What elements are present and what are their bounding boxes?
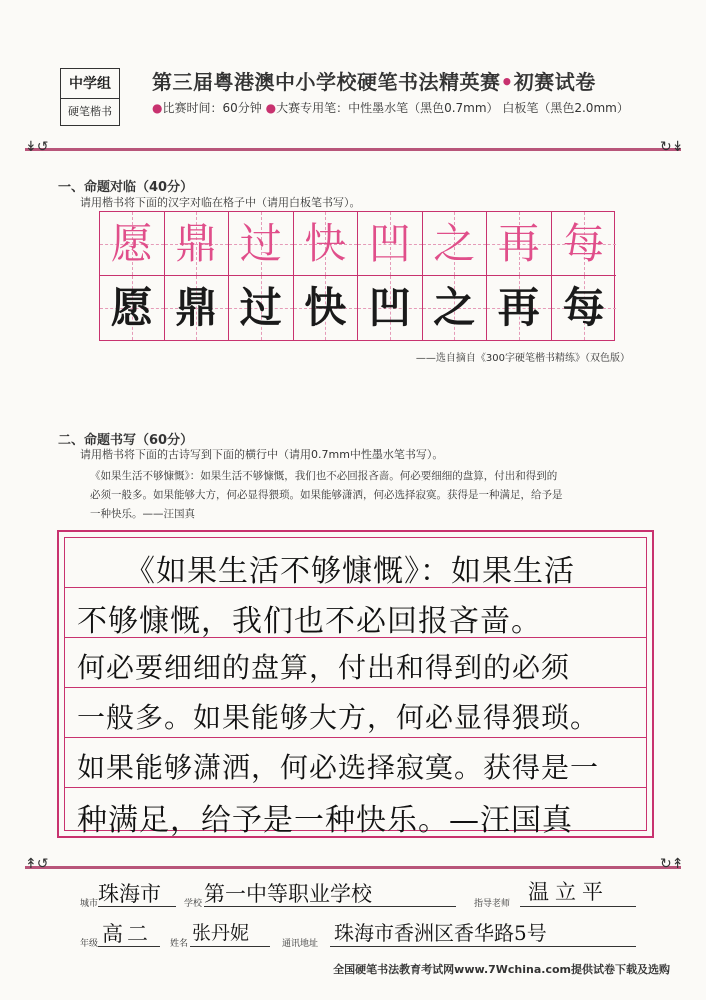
address-underline (330, 946, 636, 947)
grid-cell (423, 212, 488, 276)
copied-char: 过 (239, 283, 282, 332)
bullet-icon: ● (152, 101, 163, 115)
poem-text (90, 467, 660, 524)
grid-cell (229, 212, 294, 276)
grid-cell (487, 276, 552, 340)
grid-cell (229, 276, 294, 340)
name-label: 姓名 (170, 939, 189, 949)
model-char: 愿 (110, 219, 153, 268)
group-label: 中学组 (61, 69, 119, 99)
divider-ornament-icon: ↻↡ (660, 139, 684, 155)
name-underline (190, 946, 270, 947)
exam-time: 比赛时间：60分钟 (162, 101, 262, 115)
school-label: 学校 (184, 899, 203, 909)
exam-pens: 大赛专用笔：中性墨水笔（黑色0.7mm） 白板笔（黑色2.0mm） (276, 101, 629, 115)
copied-char: 每 (562, 283, 605, 332)
writing-box (57, 530, 654, 838)
teacher-underline (520, 906, 636, 907)
section1-title: 一、命题对临（40分） (58, 180, 194, 195)
grid-cell (423, 276, 488, 340)
copy-grid (99, 211, 615, 341)
ruled-line (65, 787, 646, 788)
divider-ornament-icon: ↟↺ (25, 856, 49, 872)
teacher-value: 温立平 (528, 880, 609, 904)
copied-char: 再 (497, 283, 540, 332)
city-label: 城市 (80, 899, 99, 909)
ruled-line (65, 687, 646, 688)
title-dot: • (500, 70, 514, 94)
handwritten-line: 何必要细细的盘算，付出和得到的必须 (77, 651, 571, 684)
address-value: 珠海市香洲区香华路5号 (334, 921, 547, 945)
grid-cell (100, 276, 165, 340)
name-value: 张丹妮 (192, 922, 250, 944)
grade-label: 年级 (80, 939, 99, 949)
grid-cell (165, 276, 230, 340)
grid-cell (100, 212, 165, 276)
model-char: 快 (304, 219, 347, 268)
handwritten-line: 一般多。如果能够大方，何必显得猥琐。 (77, 701, 600, 734)
copied-char: 愿 (110, 283, 153, 332)
model-char: 鼎 (175, 219, 218, 268)
website-note: 全国硬笔书法教育考试网www.7Wchina.com提供试卷下载及选购 (333, 963, 670, 976)
grid-cell (294, 212, 359, 276)
script-style-label: 硬笔楷书 (68, 105, 112, 118)
school-value: 第一中等职业学校 (204, 882, 372, 906)
grid-cell (552, 212, 617, 276)
grid-cell (358, 276, 423, 340)
divider-ornament-icon: ↻↟ (660, 856, 684, 872)
section1-instruction: 请用楷书将下面的汉字对临在格子中（请用白板笔书写）。 (80, 196, 361, 209)
section2-title: 二、命题书写（60分） (58, 433, 194, 448)
bullet-icon: ● (265, 101, 277, 115)
copied-char: 鼎 (175, 283, 218, 332)
top-divider (25, 148, 681, 151)
bottom-divider (25, 866, 681, 869)
copied-char: 快 (304, 283, 347, 332)
writing-area (64, 537, 647, 838)
model-char: 每 (562, 219, 605, 268)
copied-char: 之 (433, 283, 476, 332)
title-main: 第三届粤港澳中小学校硬笔书法精英赛 (152, 70, 501, 94)
divider-ornament-icon: ↡↺ (25, 139, 49, 155)
address-label: 通讯地址 (282, 939, 319, 949)
group-badge (60, 68, 120, 126)
grade-value: 高二 (102, 922, 152, 946)
handwritten-line: 种满足，给予是一种快乐。—汪国真 (77, 803, 573, 838)
section2-instruction: 请用楷书将下面的古诗写到下面的横行中（请用0.7mm中性墨水笔书写）。 (80, 448, 444, 461)
handwritten-line: 如果能够潇洒，何必选择寂寞。获得是一 (77, 751, 600, 784)
model-char: 之 (433, 219, 476, 268)
poem-line: 必须一般多。如果能够大方，何必显得猥琐。如果能够潇洒，何必选择寂寞。获得是一种满足，给予是 (90, 489, 563, 501)
teacher-label: 指导老师 (474, 899, 511, 909)
page-title (152, 66, 596, 95)
grid-cell (165, 212, 230, 276)
handwritten-line: 不够慷慨，我们也不必回报吝啬。 (77, 604, 542, 639)
handwritten-line: 《如果生活不够慷慨》：如果生活 (125, 554, 575, 589)
school-underline (204, 906, 456, 907)
grid-cell (358, 212, 423, 276)
poem-line: 《如果生活不够慷慨》：如果生活不够慷慨，我们也不必回报吝啬。何必要细细的盘算，付出和得到的 (90, 470, 558, 482)
copied-char: 凹 (368, 283, 411, 332)
model-char: 凹 (368, 219, 411, 268)
model-char: 过 (239, 219, 282, 268)
grade-underline (98, 946, 160, 947)
ruled-line (65, 737, 646, 738)
city-value: 珠海市 (98, 882, 161, 906)
grid-cell (487, 212, 552, 276)
title-tail: 初赛试卷 (513, 70, 596, 94)
exam-info (152, 99, 629, 116)
grid-cell (552, 276, 617, 340)
city-underline (98, 906, 176, 907)
model-char: 再 (497, 219, 540, 268)
grid-cell (294, 276, 359, 340)
source-citation: ——选自摘自《300字硬笔楷书精练》（双色版） (415, 353, 630, 364)
poem-line: 一种快乐。——汪国真 (90, 508, 195, 520)
